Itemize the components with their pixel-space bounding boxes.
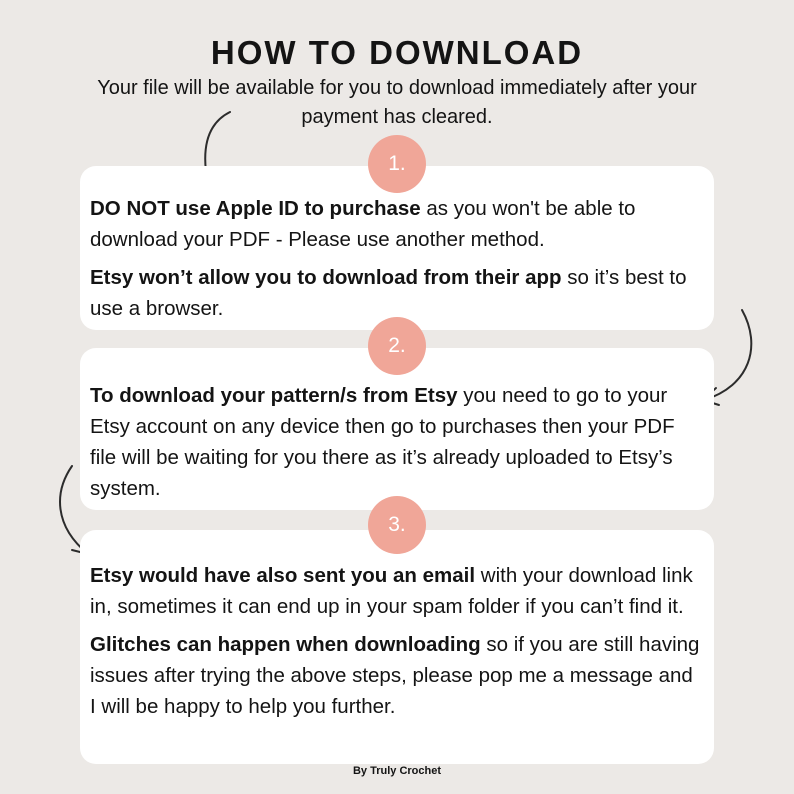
step-paragraph: [90, 262, 704, 324]
step-number-badge: 2.: [368, 317, 426, 375]
page-subtitle: Your file will be available for you to download immediately after your payment has cleared.: [97, 77, 697, 128]
step-text: so if you are still having issues after trying the above steps, please pop me a message and I will be happy to help you further.: [90, 633, 700, 718]
step-number-badge: 3.: [368, 496, 426, 554]
footer-credit: By Truly Crochet: [352, 765, 442, 777]
step-text: as you won't be able to download your PDF - Please use another method.: [90, 197, 636, 251]
step-number-badge: 1.: [368, 135, 426, 193]
step-paragraph: [90, 629, 704, 722]
step-text: you need to go to your Etsy account on any device then go to purchases then your PDF file will be waiting for you there as it’s already uploaded to Etsy’s system.: [90, 384, 675, 500]
step-text: with your download link in, sometimes it can end up in your spam folder if you can’t find it.: [90, 564, 693, 618]
step-paragraph: [90, 560, 704, 622]
step-text: so it’s best to use a browser.: [90, 266, 687, 320]
step-bold-text: Glitches can happen when downloading: [90, 633, 481, 656]
step-bold-text: Etsy won’t allow you to download from their app: [90, 266, 562, 289]
step-bold-text: DO NOT use Apple ID to purchase: [90, 197, 421, 220]
step-paragraph: [90, 193, 704, 255]
step-card-3: [80, 530, 714, 764]
step-paragraph: [90, 380, 704, 504]
step-bold-text: Etsy would have also sent you an email: [90, 564, 476, 587]
page-title: HOW TO DOWNLOAD: [210, 34, 584, 71]
step-bold-text: To download your pattern/s from Etsy: [90, 384, 458, 407]
